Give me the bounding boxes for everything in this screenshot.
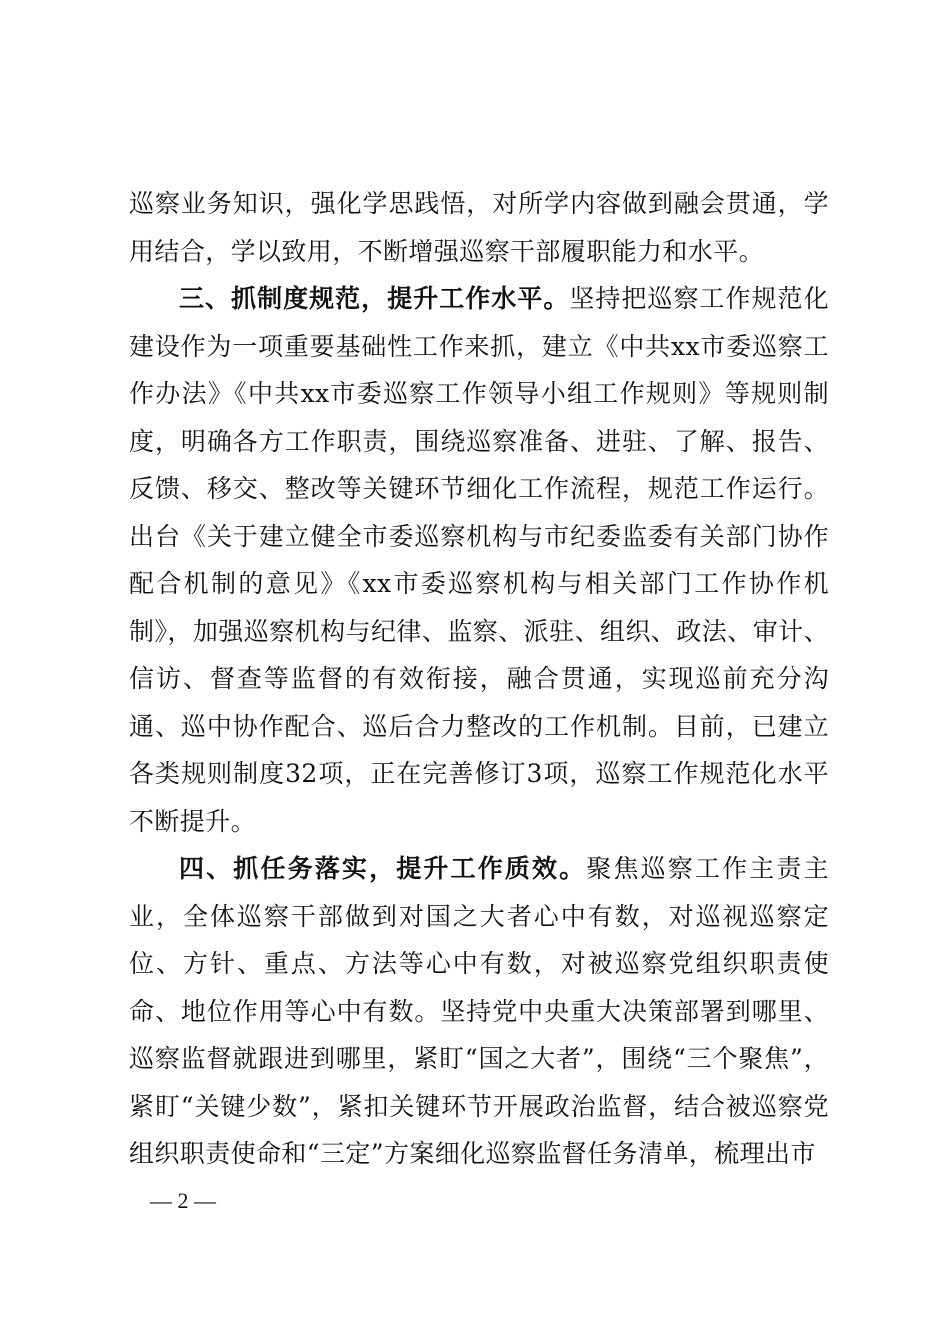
section-heading: 三、抓制度规范，提升工作水平。	[179, 284, 570, 313]
page-number: — 2 —	[150, 1188, 216, 1213]
paragraph-body: 坚持把巡察工作规范化建设作为一项重要基础性工作来抓，建立《中共xx市委巡察工作办法》《中共xx市委巡察工作领导小组工作规则》等规则制度，明确各方工作职责，围绕巡察准备、进驻、了解、报告、反馈、移交、整改等关键环节细化工作流程，规范工作运行。出台《关于建立健全市委巡察机构与市纪委监委有关部门协作配合机制的意见》《xx市委巡察机构与相关部门工作协作机制》，加强巡察机构与纪律、监察、派驻、组织、政法、审计、信访、督查等监督的有效衔接，融合贯通，实现巡前充分沟通、巡中协作配合、巡后合力整改的工作机制。目前，已建立各类规则制度32项，正在完善修订3项，巡察工作规范化水平不断提升。	[129, 284, 829, 836]
paragraph-continuation	[129, 180, 829, 275]
section-heading: 四、抓任务落实，提升工作质效。	[179, 854, 587, 883]
paragraph-section-four	[129, 845, 829, 1178]
paragraph-body: 聚焦巡察工作主责主业，全体巡察干部做到对国之大者心中有数，对巡视巡察定位、方针、重点、方法等心中有数，对被巡察党组织职责使命、地位作用等心中有数。坚持党中央重大决策部署到哪里、巡察监督就跟进到哪里，紧盯“国之大者”，围绕“三个聚焦”，紧盯“关键少数”，紧扣关键环节开展政治监督，结合被巡察党组织职责使命和“三定”方案细化巡察监督任务清单，梳理出市	[129, 854, 829, 1168]
document-body	[129, 180, 829, 1178]
paragraph-body: 巡察业务知识，强化学思践悟，对所学内容做到融会贯通，学用结合，学以致用，不断增强巡察干部履职能力和水平。	[129, 189, 829, 266]
paragraph-section-three	[129, 275, 829, 845]
